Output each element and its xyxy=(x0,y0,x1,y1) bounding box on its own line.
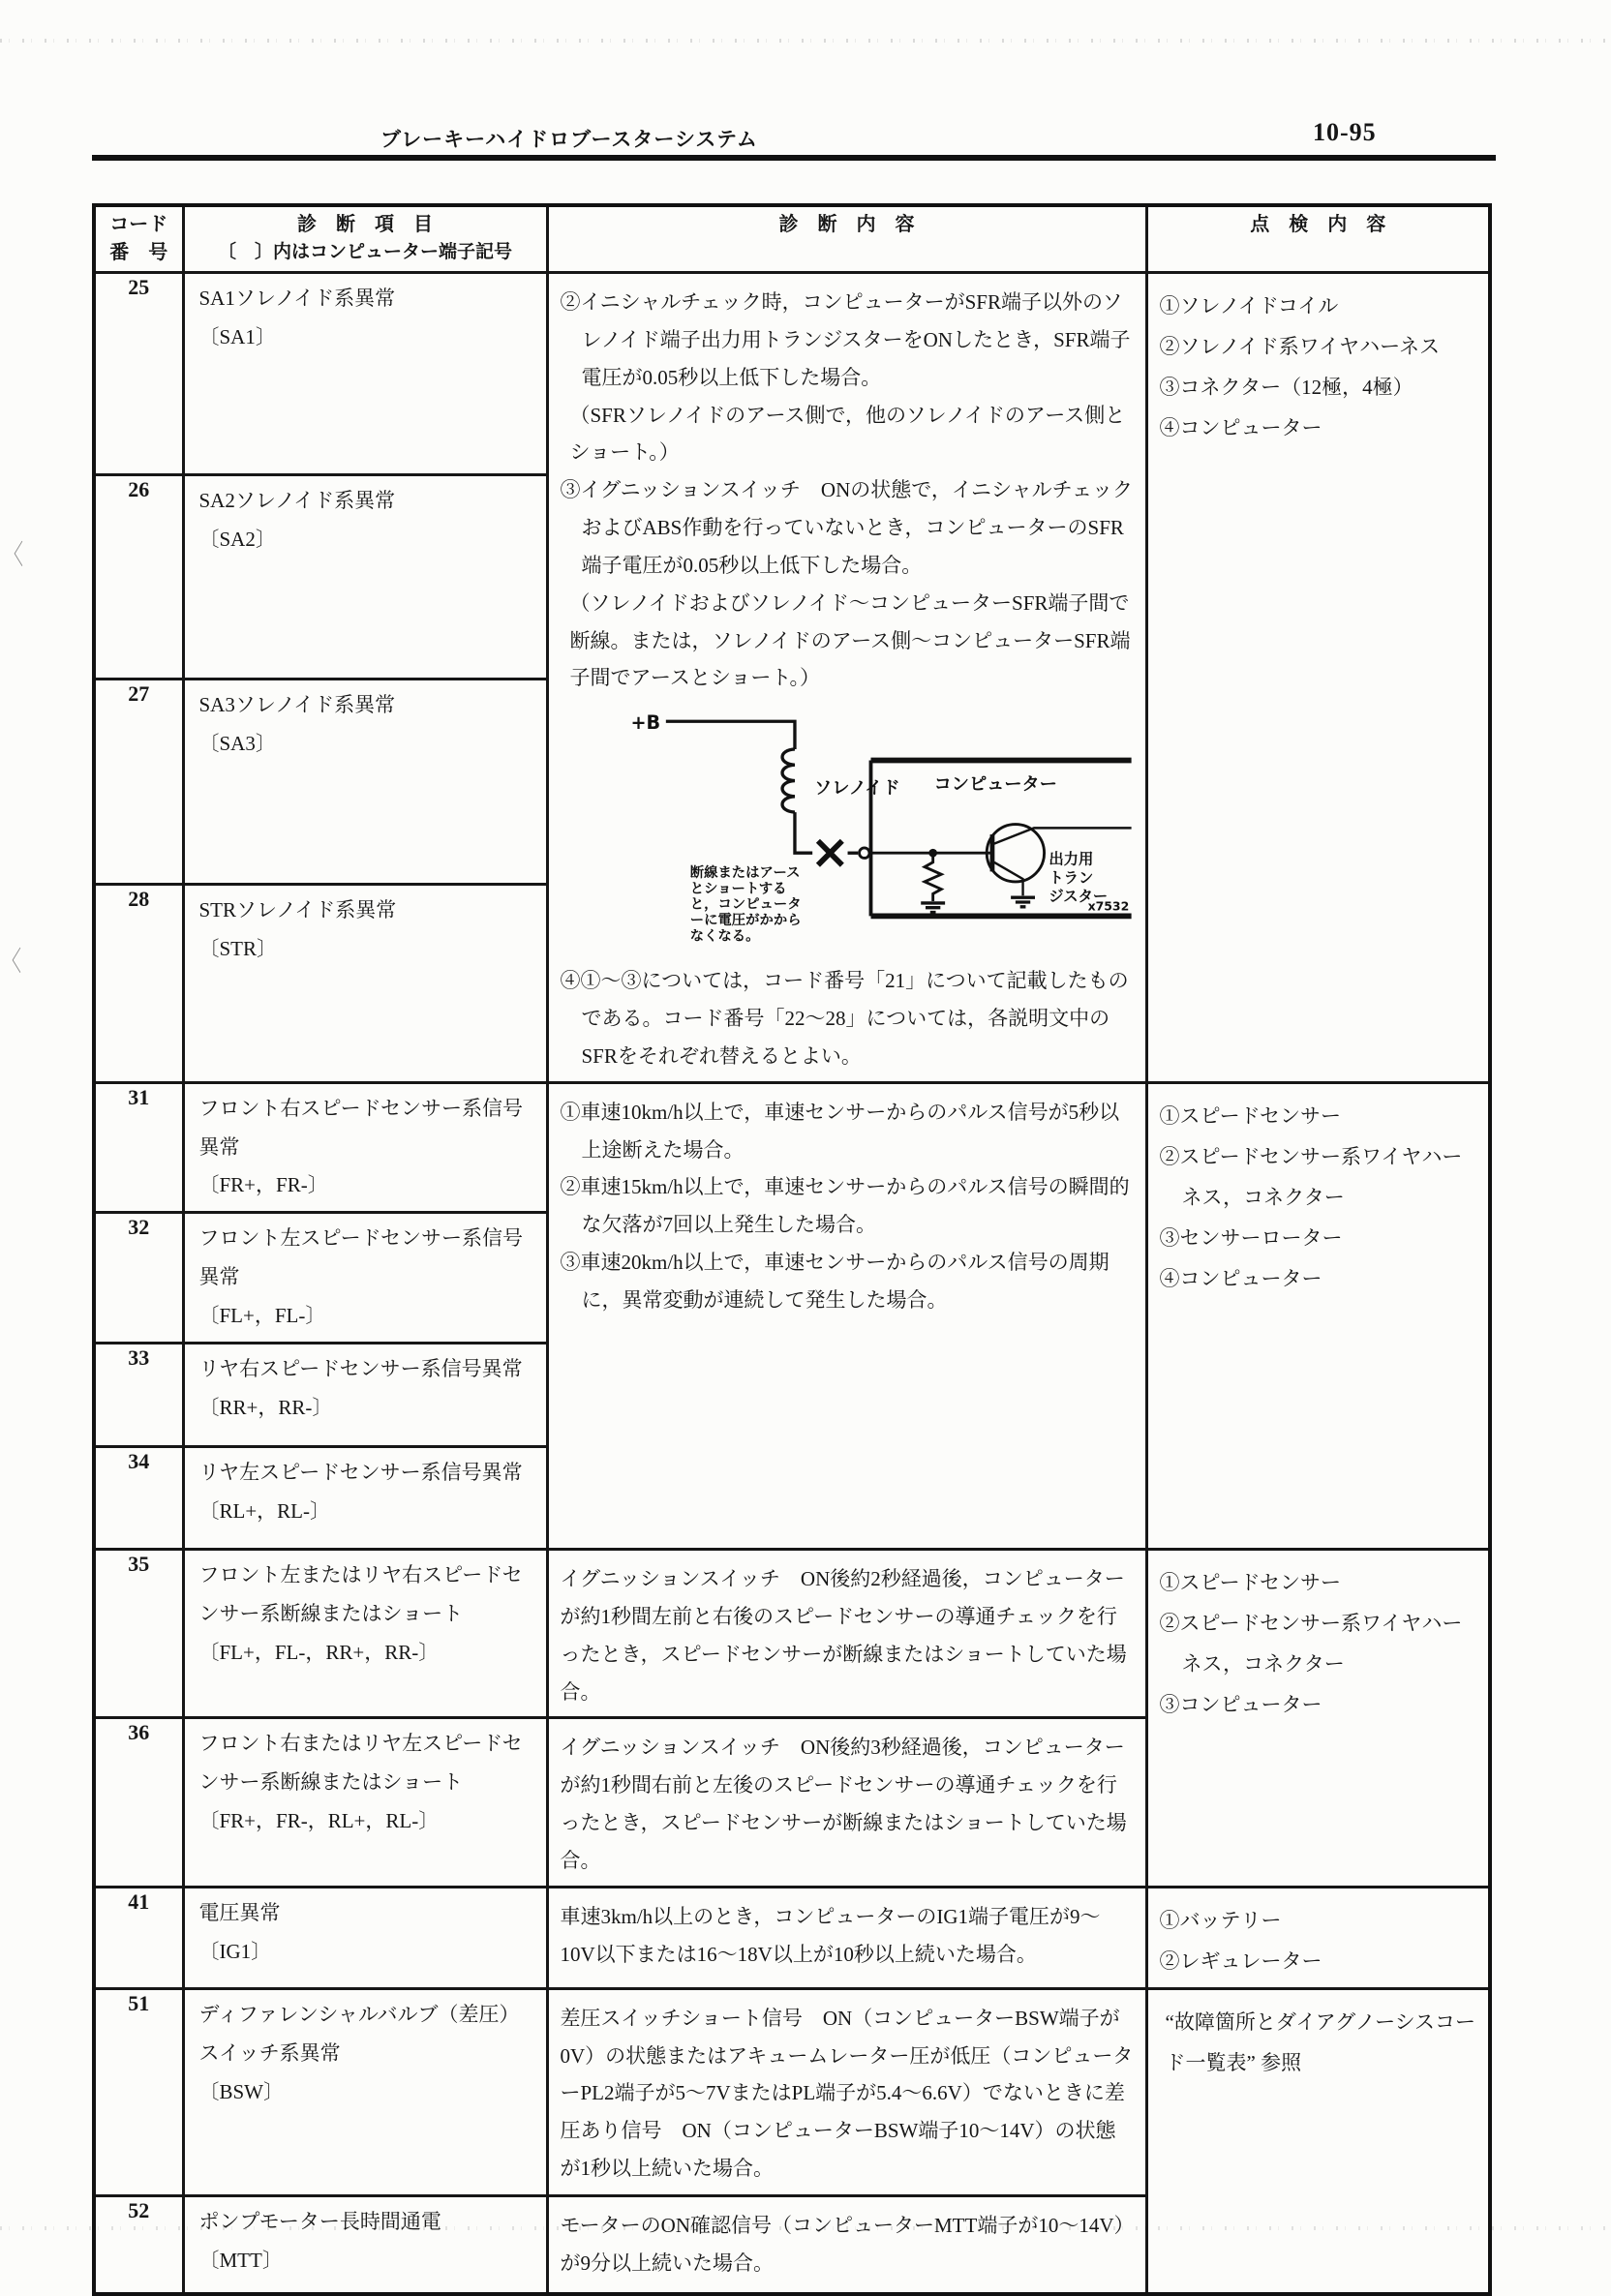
item-title: SA3ソレノイド系異常 xyxy=(198,693,396,717)
item-cell xyxy=(183,1988,547,2195)
item-terminal: 〔IG1〕 xyxy=(198,1939,272,1963)
break-note-line: とショートする xyxy=(689,881,787,897)
break-x-mark xyxy=(817,841,841,865)
item-title: リヤ右スピードセンサー系信号異常 xyxy=(198,1357,523,1380)
item-title: ポンプモーター長時間通電 xyxy=(198,2209,441,2233)
item-terminal: 〔SA2〕 xyxy=(198,527,276,551)
item-terminal: 〔RR+，RR-〕 xyxy=(198,1395,333,1419)
ground-symbol xyxy=(921,903,945,913)
header-inspection: 点 検 内 容 xyxy=(1146,205,1490,273)
transistor-collector-output xyxy=(993,829,1131,844)
table-row xyxy=(94,273,1490,475)
diagnosis-cell-36 xyxy=(547,1718,1146,1887)
inspection-item: ②スピードセンサー系ワイヤハーネス，コネクター xyxy=(1159,1144,1463,1209)
code-cell: 32 xyxy=(94,1213,183,1344)
terminal-node xyxy=(859,848,869,859)
diagnosis-paragraph: （SFRソレノイドのアース側で，他のソレノイドのアース側とショート。） xyxy=(569,403,1126,465)
diagnosis-paragraph: ④①～③については，コード番号「21」について記載したものである。コード番号「22～28」については，各説明文中のSFRをそれぞれ替えるとよい。 xyxy=(560,969,1129,1068)
scan-noise-band xyxy=(0,39,1611,43)
item-title: SA1ソレノイド系異常 xyxy=(198,287,396,310)
break-note-line: と，コンピュータ xyxy=(689,896,802,913)
diagnosis-cell-41 xyxy=(547,1887,1146,1988)
diagnosis-cell-31-34 xyxy=(547,1082,1146,1549)
item-cell xyxy=(183,1082,547,1213)
code-cell: 34 xyxy=(94,1447,183,1550)
diagnosis-paragraph: ③車速20km/h以上で，車速センサーからのパルス信号の周期に，異常変動が連続して発生した場合。 xyxy=(560,1251,1109,1312)
diagnosis-cell-35 xyxy=(547,1550,1146,1718)
header-item-line2: 〔 〕内はコンピューター端子記号 xyxy=(217,242,512,262)
plus-b-label: +B xyxy=(629,711,660,735)
table-row xyxy=(94,1550,1490,1718)
transistor-emitter xyxy=(993,862,1022,895)
output-transistor-label: 出力用 xyxy=(1048,851,1093,869)
inspection-cell-51-52 xyxy=(1146,1988,1490,2294)
inspection-item: ③コンピューター xyxy=(1159,1693,1322,1716)
output-transistor-label: トラン xyxy=(1048,869,1093,888)
item-terminal: 〔RL+，RL-〕 xyxy=(198,1498,331,1523)
inspection-cell-31-34 xyxy=(1146,1082,1490,1549)
inspection-cell-25-28 xyxy=(1146,273,1490,1083)
code-cell: 25 xyxy=(94,273,183,475)
item-cell xyxy=(183,1447,547,1550)
diagnosis-paragraph: イグニッションスイッチ ON後約3秒経過後，コンピューターが約1秒間右前と左後のスピードセンサーの導通チェックを行ったとき，スピードセンサーが断線またはショートしていた場合。 xyxy=(560,1736,1127,1872)
break-note-line: なくなる。 xyxy=(689,928,760,945)
resistor-symbol xyxy=(925,854,941,902)
item-terminal: 〔FL+，FL-〕 xyxy=(198,1304,326,1328)
computer-label: コンピューター xyxy=(933,774,1057,796)
diagnosis-cell-25-28 xyxy=(547,273,1146,1083)
header-code xyxy=(94,205,183,273)
item-title: 電圧異常 xyxy=(198,1900,281,1924)
code-cell: 31 xyxy=(94,1082,183,1213)
code-cell: 41 xyxy=(94,1887,183,1988)
code-cell: 26 xyxy=(94,474,183,680)
header-code-line2: 番 号 xyxy=(109,242,168,263)
item-cell xyxy=(183,1718,547,1887)
transistor-circle xyxy=(987,825,1044,882)
inspection-item: ②スピードセンサー系ワイヤハーネス，コネクター xyxy=(1159,1612,1463,1676)
code-cell: 27 xyxy=(94,680,183,885)
item-cell xyxy=(183,885,547,1082)
item-title: リヤ左スピードセンサー系信号異常 xyxy=(198,1461,523,1484)
inspection-item: ①スピードセンサー xyxy=(1159,1571,1342,1594)
item-title: フロント左スピードセンサー系信号異常 xyxy=(198,1226,524,1289)
title-rule xyxy=(92,155,1496,161)
inspection-item: ④コンピューター xyxy=(1159,416,1322,439)
inspection-cell-41 xyxy=(1146,1887,1490,1988)
item-title: フロント右またはリヤ左スピードセンサー系断線またはショート xyxy=(198,1732,523,1795)
item-terminal: 〔STR〕 xyxy=(198,937,278,961)
inspection-item: ③コネクター（12極，4極） xyxy=(1159,376,1413,399)
figure-number: x7532 xyxy=(1087,898,1129,914)
diagnosis-cell-51 xyxy=(547,1988,1146,2195)
item-cell xyxy=(183,680,547,885)
diagnosis-paragraph: ②イニシャルチェック時，コンピューターがSFR端子以外のソレノイド端子出力用トランジスターをONしたとき，SFR端子電圧が0.05秒以上低下した場合。 xyxy=(560,290,1131,389)
header-diagnosis: 診 断 内 容 xyxy=(547,205,1146,273)
item-title: ディファレンシャルバルブ（差圧）スイッチ系異常 xyxy=(198,2002,520,2065)
table-row xyxy=(94,1988,1490,2195)
item-terminal: 〔FR+，FR-，RL+，RL-〕 xyxy=(198,1809,440,1833)
item-cell xyxy=(183,2195,547,2294)
item-cell xyxy=(183,474,547,680)
header-item-line1: 診 断 項 目 xyxy=(297,214,433,235)
code-cell: 33 xyxy=(94,1344,183,1447)
item-terminal: 〔MTT〕 xyxy=(198,2248,283,2272)
code-cell: 36 xyxy=(94,1718,183,1887)
item-terminal: 〔SA1〕 xyxy=(198,324,276,348)
inspection-item: ③センサーローター xyxy=(1159,1225,1343,1250)
header-item xyxy=(183,205,547,273)
inspection-item: ①スピードセンサー xyxy=(1159,1103,1342,1128)
break-note-line: 断線またはアース xyxy=(689,865,800,882)
table-row xyxy=(94,1082,1490,1213)
supply-wire xyxy=(665,722,794,750)
solenoid-label: ソレノイド xyxy=(813,778,900,800)
break-note-line: ーに電圧がかから xyxy=(689,913,802,929)
diagnosis-paragraph: モーターのON確認信号（コンピューターMTT端子が10～14V）が9分以上続いた場合。 xyxy=(560,2213,1135,2275)
ground-symbol xyxy=(1011,897,1035,907)
diagnosis-paragraph: ①車速10km/h以上で，車速センサーからのパルス信号が5秒以上途断えた場合。 xyxy=(560,1100,1120,1162)
inspection-item: ①ソレノイドコイル xyxy=(1159,294,1339,317)
item-title: フロント右スピードセンサー系信号異常 xyxy=(198,1096,524,1159)
item-terminal: 〔SA3〕 xyxy=(198,732,276,756)
item-terminal: 〔BSW〕 xyxy=(198,2079,285,2103)
diagnosis-paragraph: ②車速15km/h以上で，車速センサーからのパルス信号の瞬間的な欠落が7回以上発生した場合。 xyxy=(560,1175,1130,1237)
item-cell xyxy=(183,1344,547,1447)
item-cell xyxy=(183,1887,547,1988)
item-cell xyxy=(183,273,547,475)
solenoid-circuit-diagram xyxy=(586,705,1136,958)
solenoid-coil-symbol xyxy=(782,749,795,812)
table-header-row xyxy=(94,205,1490,273)
inspection-item: ②ソレノイド系ワイヤハーネス xyxy=(1159,335,1441,358)
item-cell xyxy=(183,1213,547,1344)
inspection-item: ①バッテリー xyxy=(1159,1908,1282,1932)
margin-artifact: 〈 xyxy=(4,540,23,571)
diagnostic-code-table xyxy=(92,203,1492,2296)
page-number: 10-95 xyxy=(1313,118,1377,146)
item-cell xyxy=(183,1550,547,1718)
header-code-line1: コード xyxy=(109,214,168,235)
item-title: SA2ソレノイド系異常 xyxy=(198,488,396,512)
code-cell: 28 xyxy=(94,885,183,1082)
item-title: STRソレノイド系異常 xyxy=(198,898,397,922)
diagnosis-paragraph: （ソレノイドおよびソレノイド～コンピューターSFR端子間で断線。または，ソレノイドのアース側～コンピューターSFR端子間でアースとショート。） xyxy=(569,590,1131,690)
table-row xyxy=(94,1887,1490,1988)
item-terminal: 〔FL+，FL-，RR+，RR-〕 xyxy=(198,1640,440,1664)
diagnosis-paragraph: 車速3km/h以上のとき，コンピューターのIG1端子電圧が9～10V以下または16～18V以上が10秒以上続いた場合。 xyxy=(560,1904,1101,1966)
page-title: ブレーキーハイドロブースターシステム xyxy=(380,128,758,151)
diagnosis-paragraph: イグニッションスイッチ ON後約2秒経過後，コンピューターが約1秒間左前と右後のスピードセンサーの導通チェックを行ったとき，スピードセンサーが断線またはショートしていた場合。 xyxy=(560,1567,1127,1704)
code-cell: 51 xyxy=(94,1988,183,2195)
diagnosis-paragraph: ③イグニッションスイッチ ONの状態で，イニシャルチェックおよびABS作動を行っていないとき，コンピューターのSFR端子電圧が0.05秒以上低下した場合。 xyxy=(560,478,1133,577)
inspection-item: ②レギュレーター xyxy=(1159,1949,1322,1973)
diagnosis-paragraph: 差圧スイッチショート信号 ON（コンピューターBSW端子が0V）の状態またはアキュームレーター圧が低圧（コンピューターPL2端子が5～7VまたはPL端子が5.4～6.6V）でないときに差圧あり信号 ON（コンピューターBSW端子10～14V）の状態が1秒以上続いた場合。 xyxy=(560,2006,1134,2181)
code-cell: 35 xyxy=(94,1550,183,1718)
item-title: フロント左またはリヤ右スピードセンサー系断線またはショート xyxy=(198,1563,523,1625)
item-terminal: 〔FR+，FR-〕 xyxy=(198,1173,328,1197)
code-cell: 52 xyxy=(94,2195,183,2294)
output-transistor-label: ジスター xyxy=(1048,888,1108,906)
wire-to-break xyxy=(794,812,811,853)
inspection-reference-note: “故障箇所とダイアグノーシスコード一覧表” 参照 xyxy=(1165,2009,1476,2074)
diagnosis-cell-52 xyxy=(547,2195,1146,2294)
margin-artifact: 〈 xyxy=(2,947,21,978)
inspection-cell-35-36 xyxy=(1146,1550,1490,1888)
inspection-item: ④コンピューター xyxy=(1159,1266,1322,1290)
